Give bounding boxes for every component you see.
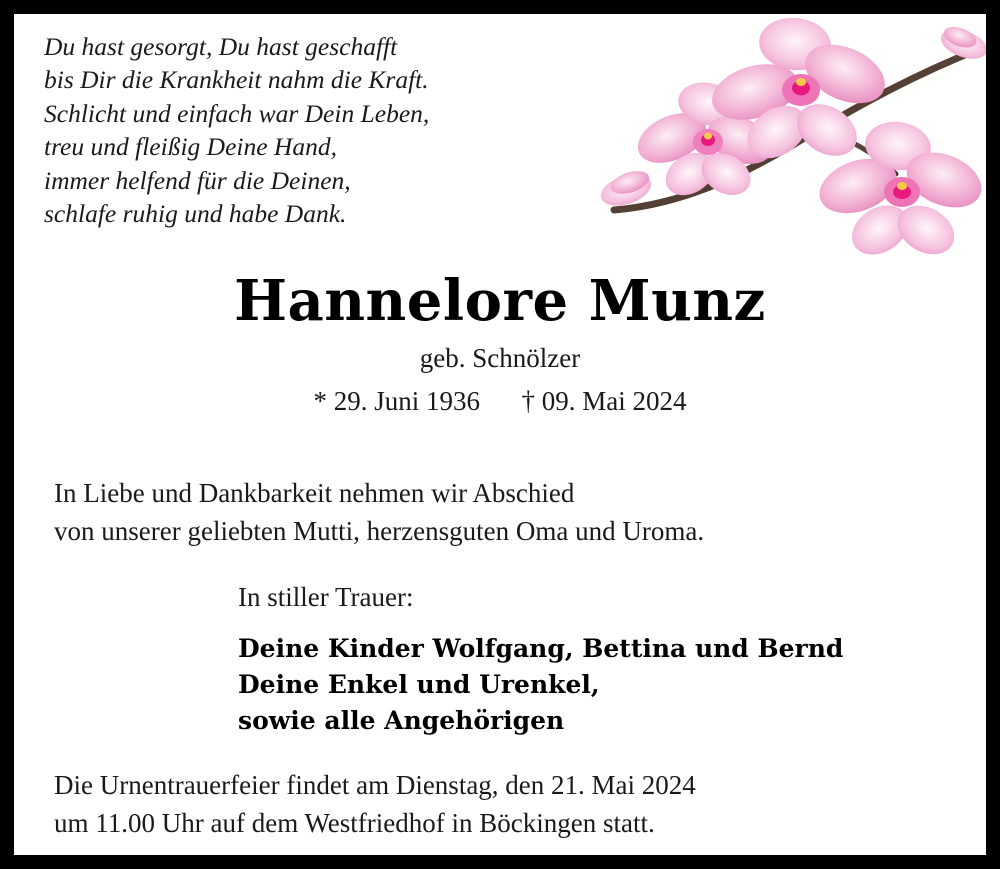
ceremony-line: Die Urnentrauerfeier findet am Dienstag, den 21. Mai 2024 xyxy=(54,770,696,800)
mourner-line: Deine Kinder Wolfgang, Bettina und Bernd xyxy=(238,633,844,663)
poem-line: Du hast gesorgt, Du hast geschafft xyxy=(44,32,398,61)
birth-date: * 29. Juni 1936 xyxy=(313,385,480,416)
ceremony-details xyxy=(54,766,984,843)
poem-line: bis Dir die Krankheit nahm die Kraft. xyxy=(44,65,429,95)
deceased-block xyxy=(14,268,986,417)
maiden-name: geb. Schnölzer xyxy=(419,342,581,373)
farewell-line: In Liebe und Dankbarkeit nehmen wir Abschied xyxy=(54,478,575,508)
obituary-inner xyxy=(14,14,986,855)
ceremony-line: um 11.00 Uhr auf dem Westfriedhof in Böckingen statt. xyxy=(54,808,655,839)
poem-verse xyxy=(44,30,624,230)
mourner-line: sowie alle Angehörigen xyxy=(238,705,565,735)
poem-line: Schlicht und einfach war Dein Leben, xyxy=(44,98,430,128)
mourners-list xyxy=(238,631,843,739)
mourner-line: Deine Enkel und Urenkel, xyxy=(238,669,600,699)
farewell-text xyxy=(54,474,974,551)
mourning-label: In stiller Trauer: xyxy=(238,582,414,612)
deceased-name: Hannelore Munz xyxy=(234,268,766,334)
life-dates xyxy=(14,386,986,417)
mourning-block xyxy=(238,579,843,739)
orchid-branch-illustration xyxy=(596,14,986,304)
poem-line: treu und fleißig Deine Hand, xyxy=(44,132,337,162)
poem-line: immer helfend für die Deinen, xyxy=(44,165,351,195)
death-date: † 09. Mai 2024 xyxy=(521,385,687,416)
poem-line: schlafe ruhig und habe Dank. xyxy=(44,198,347,228)
farewell-line: von unserer geliebten Mutti, herzensguten Oma und Uroma. xyxy=(54,516,705,547)
